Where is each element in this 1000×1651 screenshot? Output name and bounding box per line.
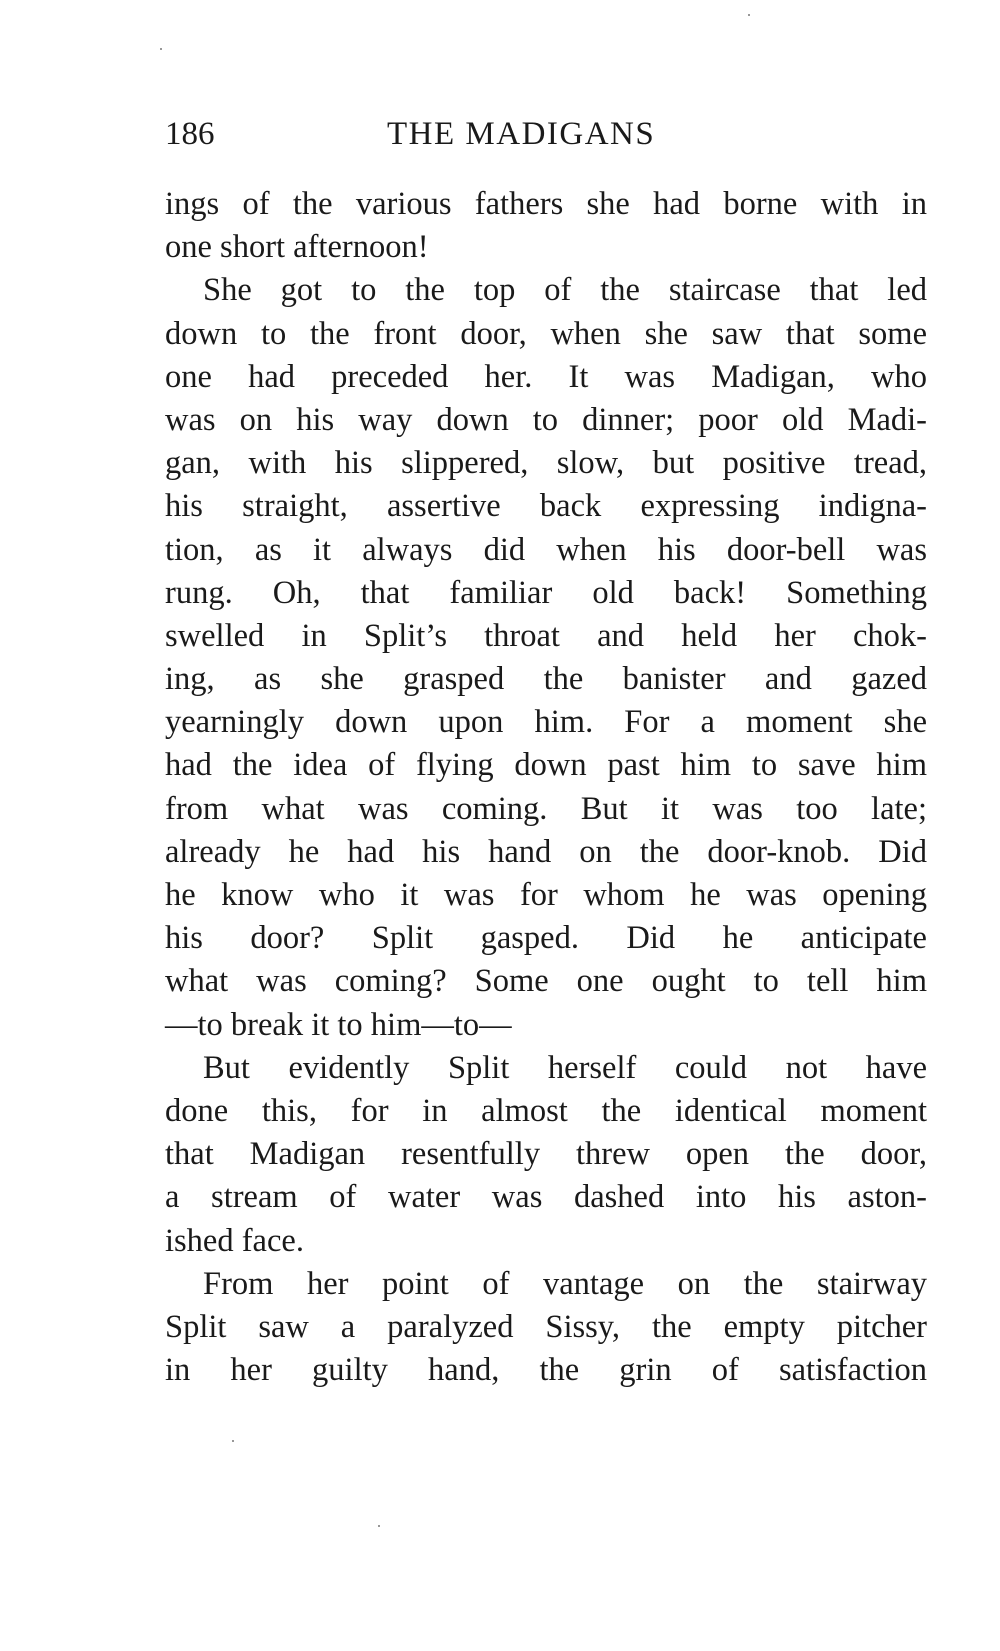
page-number: 186	[165, 116, 215, 152]
text-line: swelled in Split’s throat and held her chok-	[165, 617, 927, 654]
text-line: was on his way down to dinner; poor old Madi-	[165, 401, 927, 438]
running-title: THE MADIGANS	[387, 116, 656, 152]
running-head	[165, 112, 925, 156]
text-line: that Madigan resentfully threw open the door,	[165, 1136, 927, 1173]
text-line: ished face.	[165, 1222, 304, 1259]
text-line: from what was coming. But it was too late;	[165, 790, 927, 827]
paper-speck	[748, 14, 750, 16]
paper-speck	[232, 1440, 234, 1442]
text-line: Split saw a paralyzed Sissy, the empty pitcher	[165, 1308, 927, 1345]
text-line: down to the front door, when she saw that some	[165, 315, 927, 352]
paper-speck	[160, 48, 162, 50]
text-line: one had preceded her. It was Madigan, who	[165, 358, 927, 395]
text-line: a stream of water was dashed into his aston-	[165, 1179, 927, 1216]
text-line: already he had his hand on the door-knob. Did	[165, 833, 927, 870]
text-line: done this, for in almost the identical moment	[165, 1092, 927, 1129]
body-text	[165, 183, 927, 1392]
text-line: But evidently Split herself could not have	[203, 1049, 927, 1086]
text-line: gan, with his slippered, slow, but positive tread,	[165, 445, 927, 482]
text-line: his straight, assertive back expressing indigna-	[165, 488, 927, 525]
text-line: ings of the various fathers she had borne with in	[165, 186, 927, 222]
text-line: yearningly down upon him. For a moment she	[165, 704, 927, 741]
text-line: —to break it to him—to—	[165, 1006, 512, 1043]
text-line: he know who it was for whom he was opening	[165, 877, 927, 913]
paper-speck	[378, 1525, 380, 1527]
text-line: rung. Oh, that familiar old back! Something	[165, 574, 927, 611]
text-line: ing, as she grasped the banister and gazed	[165, 661, 927, 698]
text-line: She got to the top of the staircase that led	[203, 272, 927, 309]
text-line: what was coming? Some one ought to tell him	[165, 963, 927, 1000]
text-line: tion, as it always did when his door-bell was	[165, 531, 927, 568]
text-line: in her guilty hand, the grin of satisfaction	[165, 1352, 927, 1389]
text-line: one short afternoon!	[165, 229, 429, 266]
text-line: had the idea of flying down past him to save him	[165, 747, 927, 784]
text-line: his door? Split gasped. Did he anticipate	[165, 920, 927, 957]
text-line: From her point of vantage on the stairway	[203, 1265, 927, 1302]
